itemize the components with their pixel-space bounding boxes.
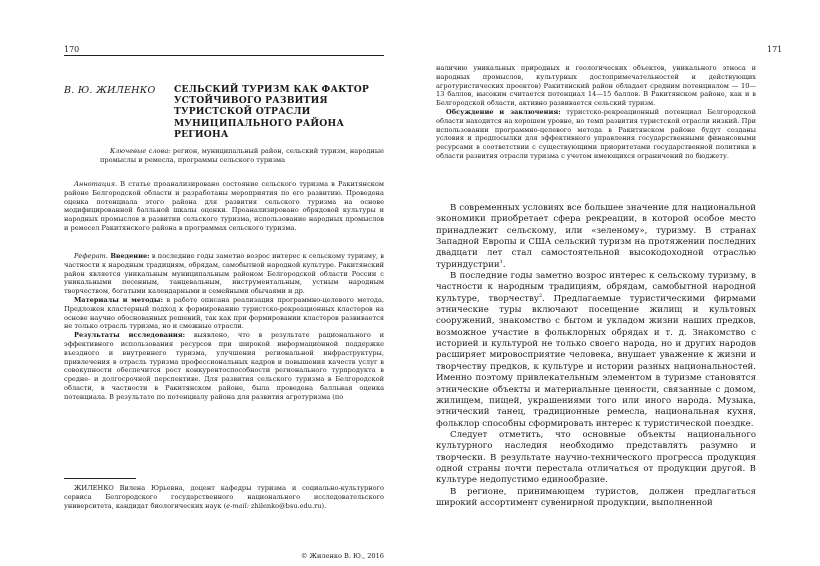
referat-block (64, 252, 384, 402)
footnote-ref: 2 (538, 292, 543, 299)
continued-text: наличию уникальных природных и геологических объектов, уникального этноса и народных промыслов, культурных достопримечательностей и действующих агротуристических проектов) Ракитянский район обладает средним потенциалом — 10—13 баллов, высоким считается потенциал 14—15 баллов. В Ракитянском районе, как и в Белгородской области, активно развивается сельский туризм. (436, 64, 756, 108)
page-number: 170 (64, 45, 80, 54)
footnote-text: ЖИЛЕНКО Вилена Юрьевна, доцент кафедры туризма и социально-культурного сервиса Белгородского государственного национального исследовательского университета, кандидат биологических наук ( (64, 484, 384, 510)
intro-label: Введение: (107, 252, 150, 260)
body-paragraph: Следует отметить, что основные объекты национального культурного наследия необходимо представлять разумно и творчески. В результате научно-технического прогресса продукция одной страны почти перестала отличаться от продукции другой. В культуре недопустимо единообразие. (436, 429, 756, 486)
footnote-email-label: e-mail: (226, 501, 249, 510)
keywords-block (100, 147, 384, 165)
body-paragraph: В последние годы заметно возрос интерес к сельскому туризму, в частности к народным традициям, обрядам, самобытной народной культуре, творчеству$^2$. Предлагаемые туристическими фирмами этнические туры включают посещение жилищ и культовых сооружений, знакомство с бытом и укладом жизни наших предков, возможное участие в фольклорных обрядах и т. д. Знакомство с историей и культурой не только своего народа, но и других народов расширяет мировосприятие человека, внушает уважение к жизни и творчеству предков, к культуре и истории разных национальностей. Именно поэтому привлекательным элементом в туризме становятся этнические объекты и материальные ценности, связанные с домом, жилищем, пищей, украшениями того или иного народа. Музыка, этнический танец, традиционные ремесла, национальная кухня, фольклор способны сформировать интерес к туристической поездке. (436, 271, 756, 429)
keywords-label: Ключевые слова: (110, 147, 171, 155)
body-paragraph: В регионе, принимающем туристов, должен предлагаться широкий ассортимент сувенирной продукции, выполненной (436, 486, 756, 508)
article-title: СЕЛЬСКИЙ ТУРИЗМ КАК ФАКТОР УСТОЙЧИВОГО РАЗВИТИЯ ТУРИСТСКОЙ ОТРАСЛИ МУНИЦИПАЛЬНОГО РАЙОНА РЕГИОНА (174, 84, 370, 140)
page-number: 171 (767, 45, 783, 54)
results-label: Результаты исследования: (74, 331, 186, 340)
methods-text: в работе описана реализация программно-целевого метода. Предложен кластерный подход к формированию туристско-рекреационных кластеров на основе научно обоснованных решений, так как при формировании кластеров развивается не только отрасль туризма, но и смежные отрасли. (64, 295, 384, 331)
discussion-label: Обсуждение и заключения: (446, 107, 561, 116)
referat-label: Реферат. (74, 252, 108, 260)
methods-label: Материалы и методы: (74, 295, 163, 304)
footnote-email[interactable]: zhilenko@bsu.edu.ru). (248, 501, 327, 510)
intro-text: в последние годы заметно возрос интерес к сельскому туризму, в частности к народным традициям, обрядам, самобытной народной культуре. Ракитянский район является уникальным муниципальным районом Белгородской области России с уникальными песенным, танцевальным, инструментальным, устным народным творчеством, богатыми календарными и семейными обычаями и др. (64, 252, 384, 296)
annotation-block (64, 180, 384, 233)
body-paragraph: В современных условиях все большее значение для национальной экономики приобретает сфера рекреации, в которой особое место принадлежит сельскому, или «зеленому», туризму. В странах Западной Европы и США сельский туризм на протяжении последних двадцати лет стал самостоятельной высокодоходной отраслью туриндустрии$^1$. (436, 203, 756, 270)
footnote-separator (64, 478, 136, 479)
right-page (410, 0, 820, 566)
body-text (436, 203, 756, 509)
annotation-text: В статье проанализировано состояние сельского туризма в Ракитянском районе Белгородской области и разработаны мероприятия по его развитию. Проведена оценка потенциала этого района для развития сельского туризма на основе модифицированной балльной шкалы оценки. Проанализировано обрядовой культуры и народных промыслов в развитии сельского туризма, использование народных промыслов и ремесел Ракитянского района в программах сельского туризма. (64, 180, 384, 232)
results-text: выявлено, что в результате рационального и эффективного использования ресурсов при широкой информационной поддержке въездного и внутреннего туризма, улучшения региональной инфраструктуры, привлечения в отрасль туризма профессиональных кадров и повышения качеств услуг в совокупности обеспечится рост конкурентоспособности регионального турпродукта в средне- и долгосрочной перспективе. Для развития сельского туризма в Белгородской области, в частности в Ракитянском районе, была проведена балльная оценка потенциала. В результате по потенциалу района для развития агротуризма (по (64, 331, 384, 401)
footnote-ref: 1 (499, 258, 503, 265)
annotation-label: Аннотация. (74, 180, 118, 188)
author-name: В. Ю. ЖИЛЕНКО (64, 85, 156, 96)
keywords-text: регион, муниципальный район, сельский туризм, народные промыслы и ремесла, программы сельского туризма (100, 147, 384, 164)
header-rule (64, 55, 384, 56)
footnote-block (64, 484, 384, 510)
copyright: © Жиленко В. Ю., 2016 (300, 552, 384, 560)
continued-results-block (436, 64, 756, 161)
discussion-text: туристско-рекреационный потенциал Белгородской области находится на хорошем уровне, но темп развития туристской отрасли низкий. При использовании программно-целевого метода в Ракитянском районе будут созданы условия и предпосылки для эффективного управления государственными финансовыми ресурсами в соответствии с существующими приоритетами государственной политики в области развития отрасли туризма с учетом имеющихся ограничений по бюджету. (436, 107, 756, 160)
